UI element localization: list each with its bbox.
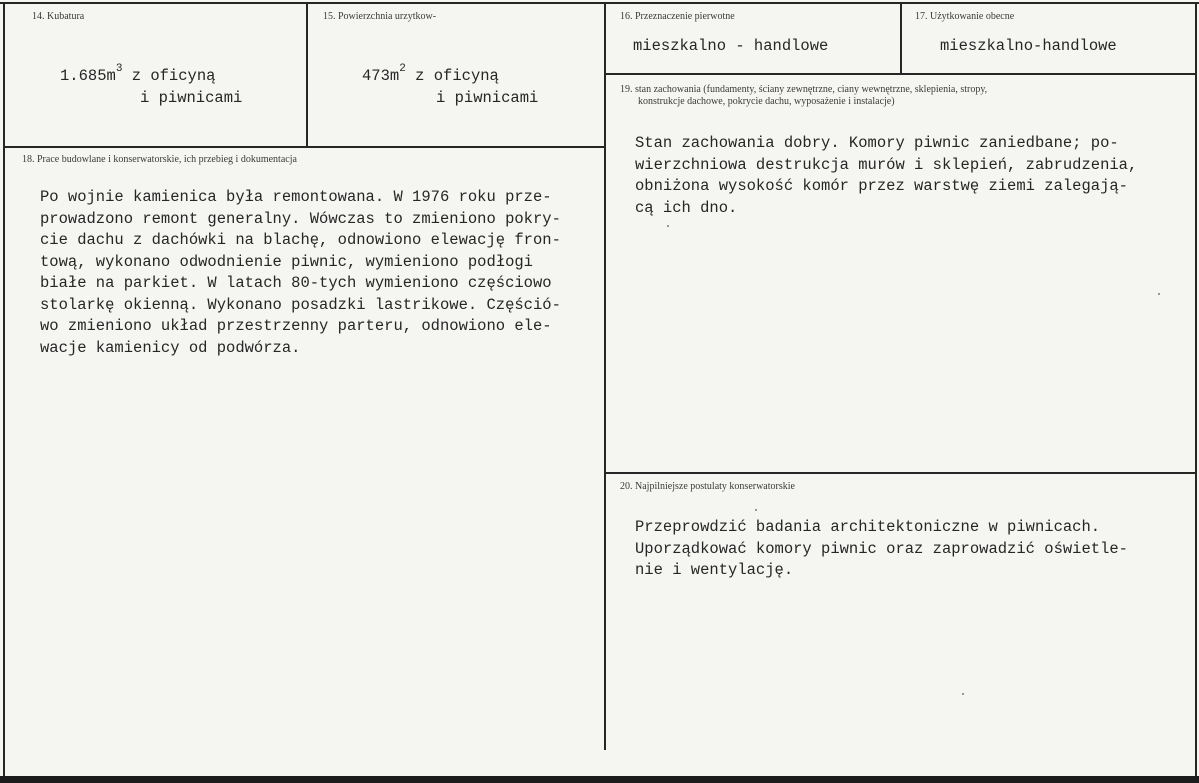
left-row-divider xyxy=(3,146,605,148)
powierzchnia-suffix: z oficyną xyxy=(405,67,499,85)
paper-speck xyxy=(667,225,669,227)
powierzchnia-label: 15. Powierzchnia urzytkow- xyxy=(323,11,437,22)
stan-line: Stan zachowania dobry. Komory piwnic zaniedbane; po- xyxy=(635,134,1119,152)
paper-speck xyxy=(755,509,757,511)
divider-16-17 xyxy=(900,2,902,73)
kubatura-number: 1.685m xyxy=(60,67,116,85)
prace-line: stolarkę okienną. Wykonano posadzki lastrikowe. Częśció- xyxy=(40,295,561,314)
right-row-divider-top xyxy=(604,73,1197,75)
kubatura-exponent: 3 xyxy=(115,63,123,75)
kubatura-line2: i piwnicami xyxy=(140,88,243,107)
paper-speck xyxy=(1158,293,1160,295)
stan-line: wierzchniowa destrukcja murów i sklepień, zabrudzenia, xyxy=(635,155,1138,174)
postulaty-line: nie i wentylację. xyxy=(635,561,794,579)
stan-line: obniżona wysokość komór przez warstwę ziemi zalegają- xyxy=(635,177,1128,195)
uzytkowanie-label: 17. Użytkowanie obecne xyxy=(915,11,1015,22)
right-row-divider-bottom xyxy=(604,472,1197,474)
uzytkowanie-value: mieszkalno-handlowe xyxy=(940,37,1117,55)
prace-line: białe na parkiet. W latach 80-tych wymieniono częściowo xyxy=(40,274,552,292)
paper-speck xyxy=(962,693,964,695)
kubatura-label: 14. Kubatura xyxy=(32,11,85,22)
prace-text xyxy=(40,187,561,359)
postulaty-text xyxy=(635,517,1128,582)
center-divider xyxy=(604,2,606,750)
right-border xyxy=(1195,2,1197,776)
przeznaczenie-value: mieszkalno - handlowe xyxy=(633,37,829,55)
prace-line: wacje kamienicy od podwórza. xyxy=(40,338,301,357)
scan-bottom-edge xyxy=(0,776,1199,783)
powierzchnia-number: 473m xyxy=(362,67,400,85)
przeznaczenie-label: 16. Przeznaczenie pierwotne xyxy=(620,11,735,22)
stan-label-line1: 19. stan zachowania (fundamenty, ściany zewnętrzne, ciany wewnętrzne, sklepienia, stropy, xyxy=(620,84,988,95)
prace-line: Po wojnie kamienica była remontowana. W 1976 roku prze- xyxy=(40,188,552,206)
prace-line: prowadzono remont generalny. Wówczas to zmieniono pokry- xyxy=(40,209,561,228)
kubatura-suffix: z oficyną xyxy=(122,67,216,85)
powierzchnia-value xyxy=(362,63,539,109)
kubatura-value xyxy=(60,63,243,109)
top-border xyxy=(0,2,1199,4)
postulaty-line: Uporządkować komory piwnic oraz zaprowadzić oświetle- xyxy=(635,539,1128,558)
postulaty-label: 20. Najpilniejsze postulaty konserwatorskie xyxy=(620,481,795,492)
left-border xyxy=(3,2,5,776)
prace-label: 18. Prace budowlane i konserwatorskie, ich przebieg i dokumentacja xyxy=(22,154,297,165)
prace-line: tową, wykonano odwodnienie piwnic, wymieniono podłogi xyxy=(40,252,533,271)
stan-line: cą ich dno. xyxy=(635,198,738,217)
postulaty-line: Przeprowdzić badania architektoniczne w piwnicach. xyxy=(635,518,1101,536)
powierzchnia-exponent: 2 xyxy=(399,63,406,75)
prace-line: wo zmieniono układ przestrzenny parteru, odnowiono ele- xyxy=(40,317,552,335)
stan-label xyxy=(620,84,987,108)
powierzchnia-line2: i piwnicami xyxy=(436,88,539,107)
prace-line: cie dachu z dachówki na blachę, odnowiono elewację fron- xyxy=(40,231,561,249)
divider-14-15 xyxy=(306,2,308,146)
stan-text xyxy=(635,133,1137,219)
stan-label-line2: konstrukcje dachowe, pokrycie dachu, wyposażenie i instalacje) xyxy=(638,96,895,107)
